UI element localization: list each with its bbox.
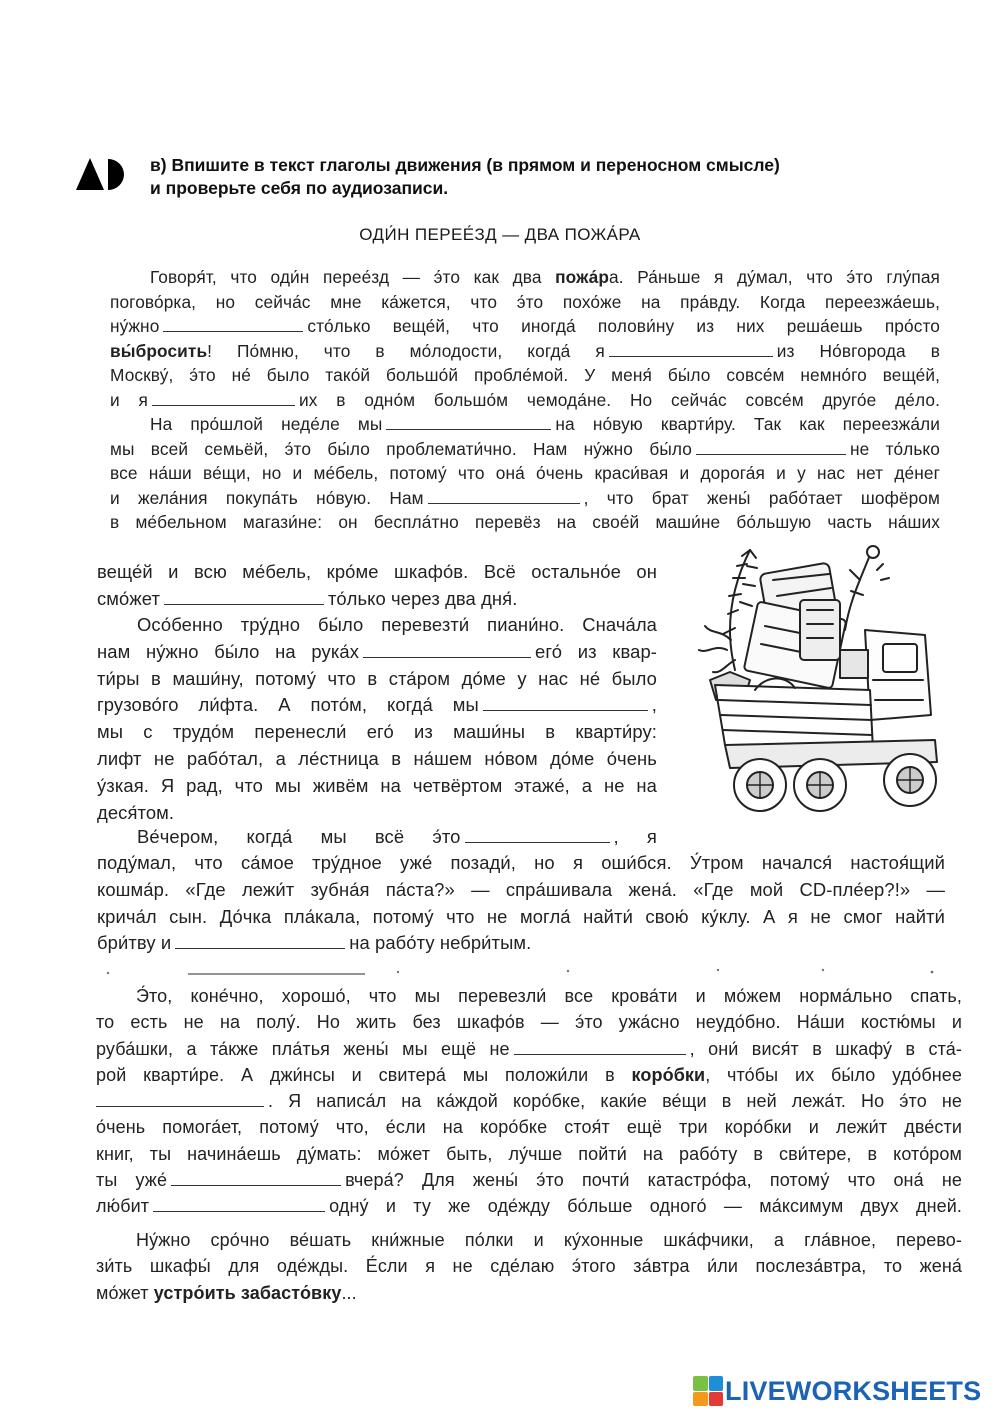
task-instruction-line-1: в) Впишите в текст глаголы движения (в прямом и переносном смысле) [150,155,780,175]
text-line: поду́мал, что са́мое тру́дное уже́ позади́, но я оши́бся. У́тром начался́ настоя́щий [97,852,945,873]
task-instruction-line-2: и проверьте себя по аудиозаписи. [150,178,449,198]
text-line: лифт не рабо́тал, а ле́стница в на́шем но́вом до́ме о́чень [97,747,657,769]
text-line: . Я написа́л на ка́ждой коро́бке, каки́е ве́щи в ней лежа́т. Но э́то не [96,1088,962,1114]
answer-blank-4[interactable] [386,412,551,430]
text-line: в ме́бельном магази́не: он беспла́тно перевёз на свое́й маши́не бо́льшую часть на́ших [110,512,940,532]
text-line: ти́ры в маши́ну, потому́ что в ста́ром до́ме у нас не́ было [97,667,657,689]
text-line: руба́шки, а та́кже пла́тья жены́ мы ещё не , они́ вися́т в шкафу́ в ста́- [96,1038,962,1059]
text-line: Ве́чером, когда́ мы всё э́то , я [137,826,657,847]
answer-blank-9[interactable] [483,693,648,711]
bold-word: пожа́р [555,267,610,287]
audio-triangle-semicircle-icon [76,158,128,190]
answer-blank-14[interactable] [171,1168,341,1186]
paragraph-4 [97,612,657,826]
text-line: кошма́р. «Где лежи́т зубна́я па́ста?» — спра́шивала жена́. «Где мой CD-пле́ер?!» — [97,878,945,900]
answer-blank-3[interactable] [152,388,295,406]
paragraph-2 [110,412,940,535]
answer-blank-10[interactable] [465,825,610,843]
text-line: деся́том. [97,801,175,823]
paragraph-7 [96,1227,962,1306]
answer-blank-1[interactable] [163,314,303,332]
answer-blank-12[interactable] [514,1037,686,1055]
answer-blank-15[interactable] [153,1194,325,1212]
text-line: На про́шлой неде́ле мы на но́вую кварти́ру. Так как переезжа́ли [150,414,940,434]
text-line: то есть не на полу́. Но жить без шкафо́в — э́то ужа́сно неудо́бно. На́ши костю́мы и [96,1012,962,1033]
text-line: Осо́бенно тру́дно бы́ло перевезти́ пиани́но. Снача́ла [137,614,657,635]
answer-blank-6[interactable] [428,486,580,504]
text-line: Э́то, коне́чно, хорошо́, что мы перевезли́ все крова́ти и мо́жем норма́льно спать, [136,986,962,1006]
text-line: Говоря́т, что оди́н перее́зд — э́то как два пожа́ра. Ра́ньше я ду́мал, что э́то глу́пая [150,267,940,287]
text-line: смо́жет то́лько через два дня́. [97,587,518,609]
liveworksheets-logo-text: LIVEWORKSHEETS [725,1375,982,1406]
text-title: ОДИ́Н ПЕРЕЕ́ЗД — ДВА ПОЖА́РА [359,225,641,244]
text-line: погово́рка, но сейча́с мне ка́жется, что э́то похо́же на пра́вду. Когда переезжа́ешь, [110,291,940,312]
text-line: ты уже́ вчера́? Для жены́ э́то почти́ катастро́фа, потому́ что она́ не [96,1170,962,1191]
text-line: мо́жет устро́ить забасто́вку... [96,1282,357,1303]
paragraph-6 [96,983,962,1220]
truck-illustration [695,540,975,840]
text-line: мы с трудо́м перенесли́ его́ из маши́ны в кварти́ру: [97,721,657,743]
answer-blank-7[interactable] [164,587,324,605]
liveworksheets-logo [693,1376,981,1406]
text-line: веще́й и всю ме́бель, кро́ме шкафо́в. Всё остально́е он [97,561,657,582]
text-line: ну́жно сто́лько веще́й, что иногда́ полови́ну из них реша́ешь про́сто [110,316,940,336]
text-line: грузово́го ли́фта. А пото́м, когда́ мы , [97,694,657,716]
text-line: нам ну́жно бы́ло на рука́х его́ из квар- [97,640,657,662]
bold-word: устро́ить забасто́вку [153,1282,342,1303]
text-line: Ну́жно сро́чно ве́шать кни́жные по́лки и ку́хонные шка́фчики, а гла́вное, перево- [136,1230,962,1250]
text-line: рой кварти́ре. А джи́нсы и свитера́ мы положи́ли в коро́бки, что́бы их бы́ло удо́бнее [96,1064,963,1085]
answer-blank-5[interactable] [696,437,846,455]
answer-blank-8[interactable] [363,640,531,658]
text-line: Москву́, э́то не́ было тако́й большо́й пробле́мой. У меня́ бы́ло совсе́м немно́го веще́й, [110,365,940,385]
bold-word: коро́бки [631,1064,706,1085]
text-line: лю́бит одну́ и ту же оде́жду бо́льше одного́ — ма́ксимум двух дней. [96,1196,962,1217]
text-line: крича́л сын. До́чка пла́кала, потому́ что не могла́ найти́ свою́ ку́клу. А я не смог найти́ [97,905,945,927]
text-line: и я их в одно́м большо́м чемода́не. Но сейча́с совсе́м друго́е де́ло. [110,389,940,410]
text-line: бри́тву и на рабо́ту небри́тым. [97,932,532,954]
answer-blank-2[interactable] [609,339,773,357]
scan-artifact-line [100,962,960,976]
text-line: мы всей семьёй, э́то бы́ло проблемати́чно. Нам ну́жно бы́ло не то́лько [110,438,941,459]
answer-blank-11[interactable] [175,931,345,949]
text-line: книг, ты начина́ешь ду́мать: мо́жет быть, лу́чше пойти́ на рабо́ту в сви́тере, в кото́ром [96,1143,962,1164]
text-line: и жела́ния покупа́ть но́вую. Нам , что брат жены́ рабо́тает шофёром [110,487,941,508]
paragraph-3 [97,559,657,613]
text-line: все на́ши ве́щи, но и ме́бель, потому́ что она́ о́чень краси́вая и дорога́я и у нас нет де́нег [110,463,940,483]
text-line: о́чень помога́ет, потому́ что, е́сли на коро́бке стоя́т ещё три коро́бки и лежи́т две́сти [96,1117,962,1138]
paragraph-5-rest [97,850,945,957]
liveworksheets-logo-icon [693,1376,723,1406]
paragraph-5-start [97,824,657,851]
paragraph-1 [110,265,940,412]
text-line: зи́ть шкафы́ для оде́жды. Е́сли я не сде́лаю э́того за́втра и́ли послеза́втра, то жена́ [96,1256,962,1277]
text-line: вы́бросить! По́мню, что в мо́лодости, когда́ я из Но́вгорода в [110,340,941,361]
answer-blank-13[interactable] [96,1089,264,1107]
bold-word: вы́бросить [110,340,208,361]
task-instruction [150,154,910,200]
text-line: у́зкая. Я рад, что мы живём на четвёртом этаже́, а не на [97,774,657,796]
